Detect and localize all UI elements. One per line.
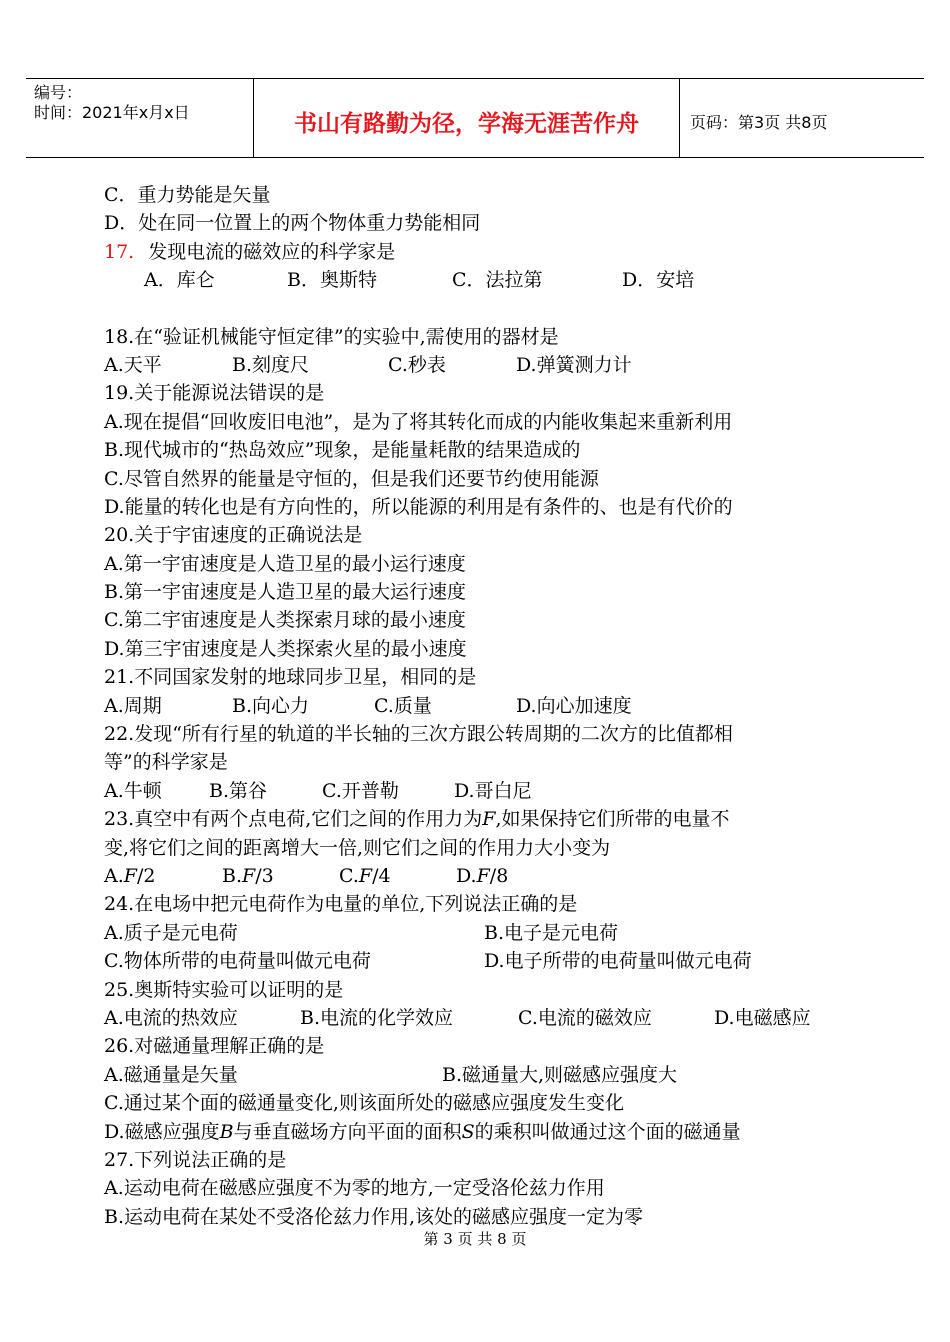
option: B.向心力 xyxy=(232,694,310,717)
option: A.第一宇宙速度是人造卫星的最小运行速度 xyxy=(104,552,466,575)
question-17 xyxy=(104,238,864,266)
option: A.磁通量是矢量 xyxy=(104,1063,238,1086)
question-25: 25.奥斯特实验可以证明的是 xyxy=(104,978,344,1001)
option: D.电磁感应 xyxy=(714,1006,811,1029)
options-22 xyxy=(104,777,864,805)
option: C.秒表 xyxy=(388,353,446,376)
option: B.刻度尺 xyxy=(232,353,310,376)
option: D．安培 xyxy=(622,269,695,292)
math-variable: F xyxy=(482,808,496,831)
date-label: 时间：2021年x月x日 xyxy=(34,103,190,122)
question-text: ,如果保持它们所带的电量不 xyxy=(495,808,730,831)
options-21 xyxy=(104,692,864,720)
option: A.质子是元电荷 xyxy=(104,921,238,944)
option: A.现在提倡“回收废旧电池”，是为了将其转化而成的内能收集起来重新利用 xyxy=(104,410,733,433)
option: B.现代城市的“热岛效应”现象，是能量耗散的结果造成的 xyxy=(104,439,581,462)
header-meta xyxy=(26,79,254,157)
option: D.电子所带的电荷量叫做元电荷 xyxy=(484,950,752,973)
question-26: 26.对磁通量理解正确的是 xyxy=(104,1035,325,1058)
option: D.能量的转化也是有方向性的，所以能源的利用是有条件的、也是有代价的 xyxy=(104,495,733,518)
option: D.第三宇宙速度是人类探索火星的最小速度 xyxy=(104,637,467,660)
option: D.向心加速度 xyxy=(516,694,632,717)
options-26-ab xyxy=(104,1061,864,1089)
question-22-cont: 等”的科学家是 xyxy=(104,751,228,774)
option: C.第二宇宙速度是人类探索月球的最小速度 xyxy=(104,609,466,632)
option: B.运动电荷在某处不受洛伦兹力作用,该处的磁感应强度一定为零 xyxy=(104,1205,644,1228)
header-motto: 书山有路勤为径，学海无涯苦作舟 xyxy=(254,79,680,157)
option: C.F/4 xyxy=(339,864,391,887)
header-page-info: 页码：第3页 共8页 xyxy=(690,112,828,132)
option: B.第一宇宙速度是人造卫星的最大运行速度 xyxy=(104,581,467,604)
option: A.F/2 xyxy=(104,864,156,887)
document-body xyxy=(104,181,864,1231)
question-21: 21.不同国家发射的地球同步卫星，相同的是 xyxy=(104,666,477,689)
serial-label: 编号： xyxy=(34,83,83,102)
question-27: 27.下列说法正确的是 xyxy=(104,1148,287,1171)
options-25 xyxy=(104,1004,864,1032)
option: D.弹簧测力计 xyxy=(516,353,632,376)
option: B.电子是元电荷 xyxy=(484,921,619,944)
question-23-cont: 变,将它们之间的距离增大一倍,则它们之间的作用力大小变为 xyxy=(104,836,611,859)
options-24-cd xyxy=(104,947,864,975)
option: B.第谷 xyxy=(209,779,268,802)
option: C.开普勒 xyxy=(322,779,399,802)
option: B.磁通量大,则磁感应强度大 xyxy=(442,1063,678,1086)
options-18 xyxy=(104,351,864,379)
question-number: 17. xyxy=(104,240,135,263)
text-line: C．重力势能是矢量 xyxy=(104,184,271,206)
text-line: D．处在同一位置上的两个物体重力势能相同 xyxy=(104,212,481,235)
option: C．法拉第 xyxy=(452,269,543,292)
option: B.电流的化学效应 xyxy=(300,1006,454,1029)
question-22: 22.发现“所有行星的轨道的半长轴的三次方跟公转周期的二次方的比值都相 xyxy=(104,723,733,746)
options-23 xyxy=(104,862,864,890)
question-19: 19.关于能源说法错误的是 xyxy=(104,382,325,405)
option: C.电流的磁效应 xyxy=(518,1006,652,1029)
question-23 xyxy=(104,805,864,833)
question-text: 23.真空中有两个点电荷,它们之间的作用力为 xyxy=(104,808,483,831)
option: A.电流的热效应 xyxy=(104,1006,238,1029)
math-variable: S xyxy=(461,1120,475,1143)
option: D.磁感应强度B与垂直磁场方向平面的面积S的乘积叫做通过这个面的磁通量 xyxy=(104,1120,741,1143)
page-header xyxy=(26,78,924,158)
question-text: 发现电流的磁效应的科学家是 xyxy=(148,240,396,263)
option: A.运动电荷在磁感应强度不为零的地方,一定受洛伦兹力作用 xyxy=(104,1177,605,1200)
option: A.牛顿 xyxy=(104,779,162,802)
option: A．库仑 xyxy=(144,269,215,292)
option: A.周期 xyxy=(104,694,162,717)
option: D.F/8 xyxy=(456,864,509,887)
math-variable: B xyxy=(219,1120,234,1143)
question-18: 18.在“验证机械能守恒定律”的实验中,需使用的器材是 xyxy=(104,325,559,348)
option: C.通过某个面的磁通量变化,则该面所处的磁感应强度发生变化 xyxy=(104,1092,624,1115)
option: D.哥白尼 xyxy=(454,779,532,802)
page-footer: 第 3 页 共 8 页 xyxy=(423,1230,527,1248)
option: C.物体所带的电荷量叫做元电荷 xyxy=(104,950,371,973)
question-24: 24.在电场中把元电荷作为电量的单位,下列说法正确的是 xyxy=(104,893,578,916)
option: C.尽管自然界的能量是守恒的，但是我们还要节约使用能源 xyxy=(104,467,599,490)
question-20: 20.关于宇宙速度的正确说法是 xyxy=(104,524,363,547)
option: B．奥斯特 xyxy=(287,269,377,292)
option: C.质量 xyxy=(374,694,432,717)
option: A.天平 xyxy=(104,353,162,376)
options-24-ab xyxy=(104,919,864,947)
option: B.F/3 xyxy=(222,864,274,887)
options-17 xyxy=(104,266,864,294)
